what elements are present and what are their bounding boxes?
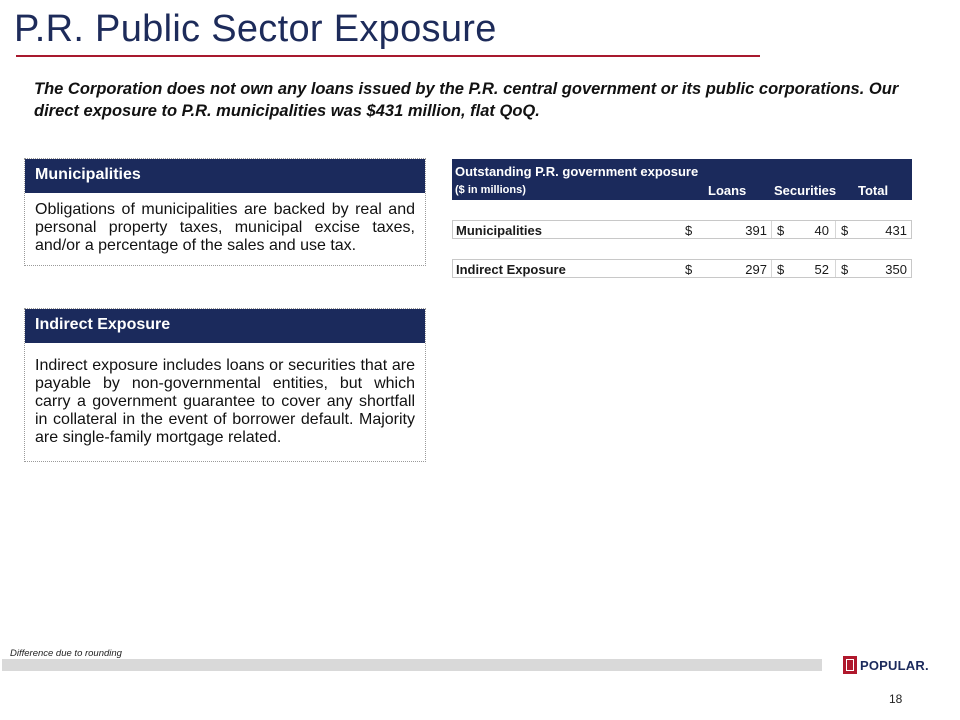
currency-symbol: $ xyxy=(685,262,693,277)
row-label: Indirect Exposure xyxy=(456,262,566,277)
row-label: Municipalities xyxy=(456,223,542,238)
currency-symbol: $ xyxy=(777,262,785,277)
cell-divider xyxy=(771,221,772,238)
currency-symbol: $ xyxy=(777,223,785,238)
table-title: Outstanding P.R. government exposure xyxy=(455,164,699,179)
page-number: 18 xyxy=(889,692,903,706)
column-header-loans: Loans xyxy=(708,183,747,198)
cell-divider xyxy=(771,260,772,277)
securities-value: 52 xyxy=(814,262,829,277)
column-header-total: Total xyxy=(858,183,889,198)
cell-divider xyxy=(835,221,836,238)
currency-symbol: $ xyxy=(841,223,849,238)
municipalities-heading: Municipalities xyxy=(25,159,425,193)
total-value: 350 xyxy=(885,262,907,277)
table-row-indirect-exposure xyxy=(452,259,912,278)
indirect-exposure-heading: Indirect Exposure xyxy=(25,309,425,343)
municipalities-description: Obligations of municipalities are backed by real and personal property taxes, municipal excise taxes, and/or a percentage of the sales and use tax. xyxy=(35,201,415,254)
municipalities-box xyxy=(24,158,426,266)
popular-logo xyxy=(843,655,929,675)
currency-symbol: $ xyxy=(685,223,693,238)
total-value: 431 xyxy=(885,223,907,238)
indirect-exposure-box xyxy=(24,308,426,462)
popular-logo-icon xyxy=(843,656,857,674)
cell-divider xyxy=(835,260,836,277)
rounding-footnote: Difference due to rounding xyxy=(10,648,122,659)
table-subtitle: ($ in millions) xyxy=(455,184,526,196)
footer-bar xyxy=(2,659,822,671)
column-header-securities: Securities xyxy=(774,183,837,198)
intro-statement: The Corporation does not own any loans issued by the P.R. central government or its public corporations. Our direct exposure to P.R. municipalities was $431 million, flat QoQ. xyxy=(34,80,899,120)
slide-title: P.R. Public Sector Exposure xyxy=(14,8,497,50)
securities-value: 40 xyxy=(814,223,829,238)
table-header xyxy=(452,159,912,200)
indirect-exposure-description: Indirect exposure includes loans or securities that are payable by non-governmental entities, but which carry a government guarantee to cover any shortfall in collateral in the event of borrower default. Majority are single-family mortgage related. xyxy=(35,357,415,446)
exposure-table xyxy=(452,159,912,277)
popular-logo-text: POPULAR. xyxy=(860,657,929,673)
table-row-municipalities xyxy=(452,220,912,239)
title-divider xyxy=(16,55,760,57)
currency-symbol: $ xyxy=(841,262,849,277)
loans-value: 391 xyxy=(745,223,767,238)
loans-value: 297 xyxy=(745,262,767,277)
